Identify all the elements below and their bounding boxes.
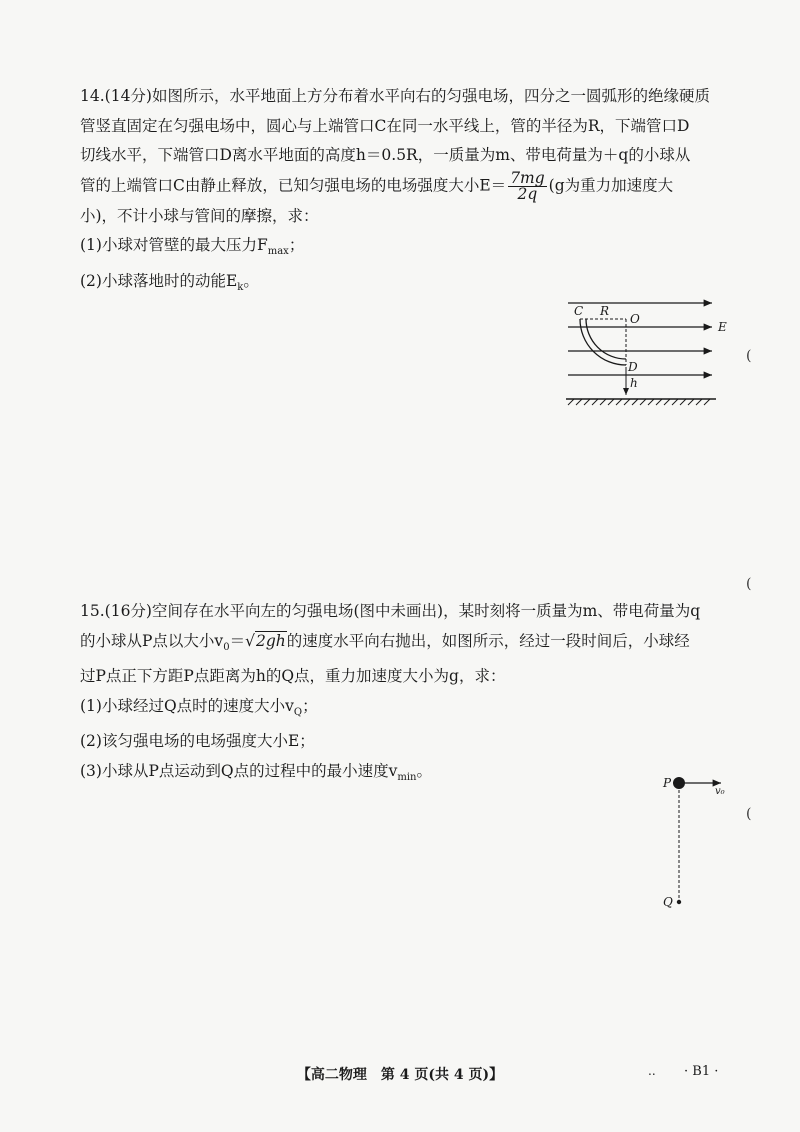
label-R: R [600, 304, 610, 318]
q15-text-2a: 的小球从P点以大小v [80, 631, 224, 650]
footer-dots: .. [648, 1064, 656, 1078]
label-P: P [663, 776, 672, 790]
question-15 [80, 597, 730, 792]
ball-P [673, 777, 685, 789]
fraction-denominator: 2q [517, 184, 538, 203]
q14-part-2-end: 。 [243, 271, 259, 290]
label-C: C [574, 304, 584, 318]
q15-equals: ＝ [229, 631, 246, 650]
label-D: D [628, 360, 638, 374]
label-Q: Q [663, 895, 673, 909]
q14-line-2: 管竖直固定在匀强电场中，圆心与上端管口C在同一水平线上，管的半径为R，下端管口D [80, 116, 690, 135]
page-code: · B1 · [684, 1064, 719, 1079]
q14-score: (14分) [104, 87, 152, 105]
q14-line-5: 小)，不计小球与管间的摩擦，求： [80, 206, 319, 225]
q15-line-1 [80, 597, 730, 627]
label-O: O [630, 312, 640, 326]
page-footer: 【高二物理 第 4 页(共 4 页)】 [296, 1067, 504, 1083]
ground-hatching [568, 399, 710, 405]
fraction-numerator: 7mg [510, 168, 545, 187]
q14-part-2-text: (2)小球落地时的动能E [80, 271, 238, 290]
q15-score: (16分) [104, 602, 152, 620]
label-h: h [630, 376, 638, 390]
q15-text-1: 空间存在水平向左的匀强电场(图中未画出)，某时刻将一质量为m、带电荷量为q [151, 602, 701, 620]
q15-figure [655, 770, 735, 915]
q15-part-1-sub: Q [293, 706, 303, 718]
q15-part-3-end: 。 [416, 761, 432, 780]
q15-part-3 [80, 757, 730, 793]
sqrt-symbol: √ [245, 631, 255, 650]
q15-part-1-text: (1)小球经过Q点时的速度大小v [80, 696, 294, 715]
question-14 [80, 82, 730, 302]
q14-text-4b: (g为重力加速度大 [548, 176, 674, 194]
q14-line-4 [80, 168, 730, 203]
q14-part-2-sub: k [237, 281, 244, 293]
q14-part-1 [80, 231, 730, 267]
label-E: E [718, 320, 727, 334]
q15-part-3-text: (3)小球从P点运动到Q点的过程中的最小速度v [80, 761, 398, 780]
q14-line-3: 切线水平，下端管口D离水平地面的高度h＝0.5R，一质量为m、带电荷量为＋q的小球从 [80, 146, 691, 164]
sqrt-radicand: 2gh [255, 631, 286, 650]
margin-mark-3: ( [746, 806, 752, 822]
q14-number: 14. [80, 87, 105, 105]
q15-part-3-sub: min [397, 771, 417, 783]
label-v0: v₀ [715, 786, 725, 797]
q15-part-2: (2)该匀强电场的电场强度大小E； [80, 732, 315, 751]
point-Q [677, 900, 681, 904]
q14-part-1-sub: max [267, 246, 289, 258]
q15-text-2b: 的速度水平向右抛出，如图所示，经过一段时间后，小球经 [286, 631, 690, 650]
q14-figure [560, 295, 740, 415]
q14-part-1-end: ； [288, 236, 305, 254]
q14-text-4a: 管的上端管口C由静止释放，已知匀强电场的电场强度大小E＝ [80, 176, 507, 194]
margin-mark-1: ( [746, 348, 752, 364]
q15-number: 15. [80, 602, 105, 620]
field-strength-fraction [508, 168, 546, 203]
q14-line-1 [80, 82, 730, 112]
q15-line-2 [80, 627, 730, 663]
q15-part-1 [80, 692, 730, 728]
q14-part-1-text: (1)小球对管壁的最大压力F [80, 236, 268, 254]
q14-text-1: 如图所示，水平地面上方分布着水平向右的匀强电场，四分之一圆弧形的绝缘硬质 [151, 87, 710, 105]
q15-line-3: 过P点正下方距P点距离为h的Q点，重力加速度大小为g，求： [80, 667, 506, 686]
q15-part-1-end: ； [302, 696, 318, 715]
quarter-arc-tube-inner [586, 319, 626, 359]
q15-v0-sub: 0 [223, 641, 230, 653]
margin-mark-2: ( [746, 576, 752, 592]
